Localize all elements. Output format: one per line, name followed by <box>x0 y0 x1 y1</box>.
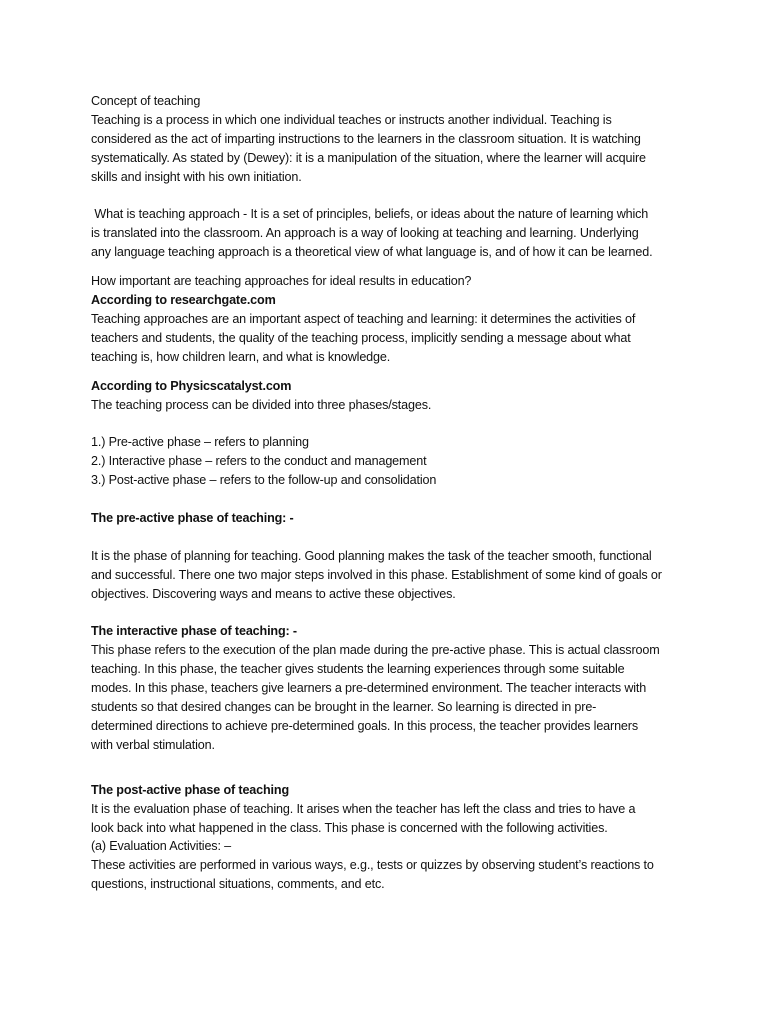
paragraph-line: It is the phase of planning for teaching. Good planning makes the task of the teacher smooth, functional <box>91 548 652 563</box>
paragraph-line: (a) Evaluation Activities: – <box>91 839 231 854</box>
paragraph-line: skills and insight with his own initiation. <box>91 169 302 184</box>
list-item: 2.) Interactive phase – refers to the conduct and management <box>91 454 427 469</box>
list-item: 1.) Pre-active phase – refers to planning <box>91 435 309 450</box>
paragraph-line: objectives. Discovering ways and means to active these objectives. <box>91 586 456 601</box>
section-approach <box>91 205 691 262</box>
paragraph-line: and successful. There one two major steps involved in this phase. Establishment of some kind of goals or <box>91 567 662 582</box>
paragraph-line: These activities are performed in various ways, e.g., tests or quizzes by observing student’s reactions to <box>91 858 654 873</box>
importance-question: How important are teaching approaches for ideal results in education? <box>91 274 472 289</box>
paragraph-line: determined directions to achieve pre-determined goals. In this process, the teacher provides learners <box>91 718 638 733</box>
paragraph-line: questions, instructional situations, comments, and etc. <box>91 877 385 892</box>
document-page <box>91 92 691 894</box>
paragraph-line: The teaching process can be divided into three phases/stages. <box>91 397 432 412</box>
section-preactive <box>91 509 691 604</box>
paragraph-line: is translated into the classroom. An approach is a way of looking at teaching and learning. Underlying <box>91 226 639 241</box>
paragraph-line: look back into what happened in the class. This phase is concerned with the following activities. <box>91 820 608 835</box>
researchgate-heading: According to researchgate.com <box>91 293 276 308</box>
physics-heading: According to Physicscatalyst.com <box>91 378 292 393</box>
list-item: 3.) Post-active phase – refers to the follow-up and consolidation <box>91 473 437 488</box>
paragraph-line: teaching. In this phase, the teacher gives students the learning experiences through some suitable <box>91 662 625 677</box>
paragraph-line: What is teaching approach - It is a set of principles, beliefs, or ideas about the nature of learning which <box>91 207 649 222</box>
interactive-heading: The interactive phase of teaching: - <box>91 624 297 639</box>
paragraph-line: Teaching approaches are an important aspect of teaching and learning: it determines the activities of <box>91 311 636 326</box>
paragraph-line: any language teaching approach is a theoretical view of what language is, and of how it can be learned. <box>91 245 653 260</box>
concept-title: Concept of teaching <box>91 94 201 108</box>
phases-list <box>91 433 691 490</box>
paragraph-line: teaching is, how children learn, and what is knowledge. <box>91 349 391 364</box>
paragraph-line: It is the evaluation phase of teaching. It arises when the teacher has left the class and tries to have a <box>91 801 636 816</box>
paragraph-line: teachers and students, the quality of the teaching process, implicitly sending a message about what <box>91 330 631 345</box>
section-concept <box>91 92 691 187</box>
paragraph-line: with verbal stimulation. <box>91 737 215 752</box>
postactive-heading: The post-active phase of teaching <box>91 782 289 797</box>
section-interactive <box>91 622 691 754</box>
paragraph-line: modes. In this phase, teachers give learners a pre-determined environment. The teacher interacts with <box>91 681 647 696</box>
paragraph-line: students so that desired changes can be brought in the learner. So learning is directed in pre- <box>91 700 597 715</box>
paragraph-line: systematically. As stated by (Dewey): it is a manipulation of the situation, where the learner will acquire <box>91 150 646 165</box>
preactive-heading: The pre-active phase of teaching: - <box>91 510 294 525</box>
paragraph-line: Teaching is a process in which one individual teaches or instructs another individual. Teaching is <box>91 112 612 127</box>
section-physics <box>91 377 691 415</box>
section-importance <box>91 272 691 367</box>
paragraph-line: considered as the act of imparting instructions to the learners in the classroom situation. It is watching <box>91 131 641 146</box>
paragraph-line: This phase refers to the execution of the plan made during the pre-active phase. This is actual classroom <box>91 643 660 658</box>
section-postactive <box>91 781 691 894</box>
